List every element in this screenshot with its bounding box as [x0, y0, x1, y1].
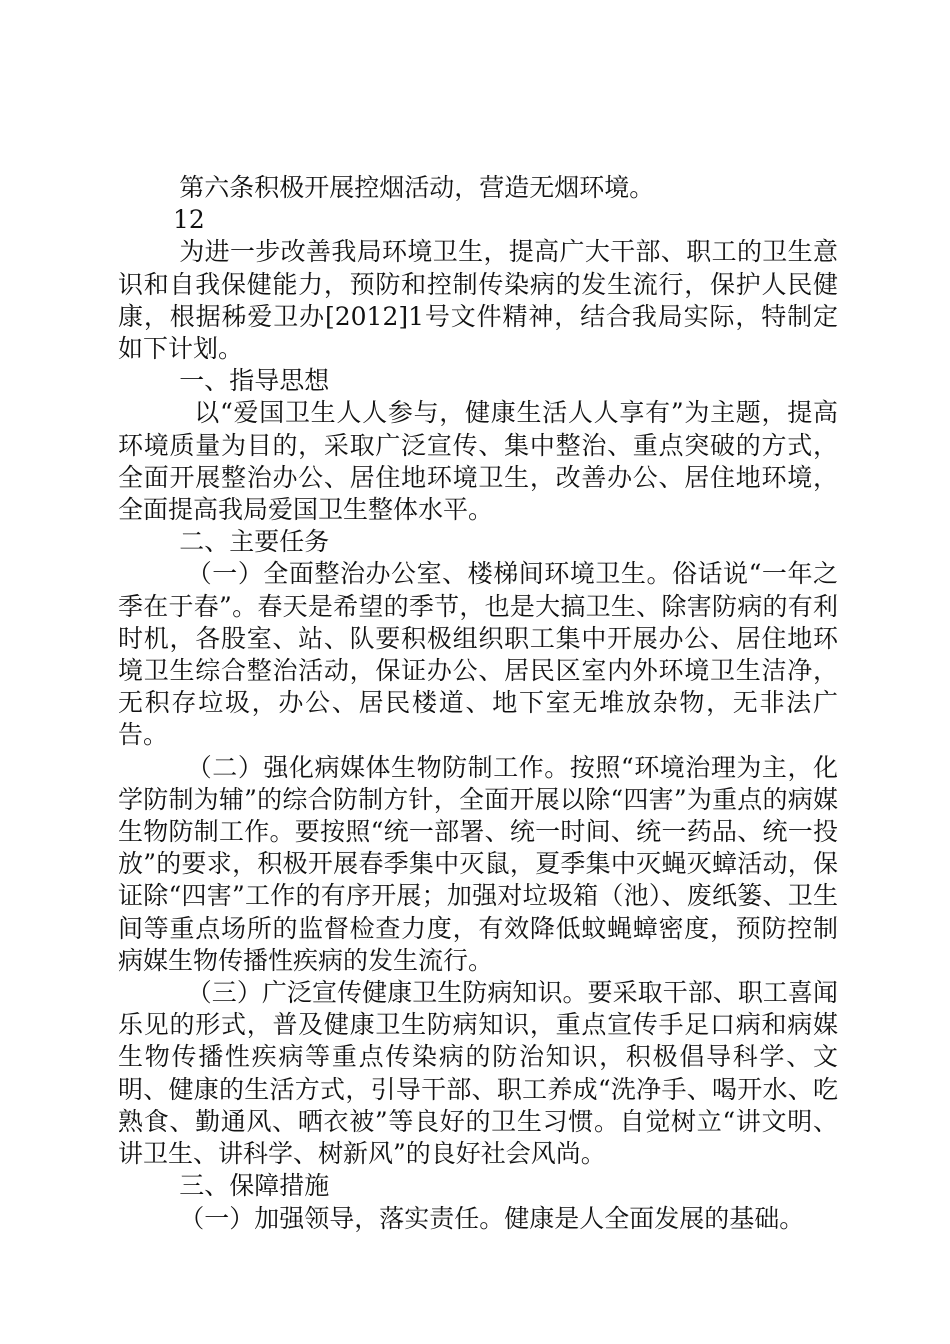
paragraph-guiding-thought: 以“爱国卫生人人参与，健康生活人人享有”为主题，提高环境质量为目的，采取广泛宣传、集中整治、重点突破的方式，全面开展整治办公、居住地环境卫生，改善办公、居住地环境，全面提高我局爱国卫生整体水平。: [118, 398, 838, 525]
paragraph-article-six: 第六条积极开展控烟活动，营造无烟环境。: [179, 173, 655, 202]
heading-main-tasks: 二、主要任务: [179, 527, 330, 557]
paragraph-intro: 为进一步改善我局环境卫生，提高广大干部、职工的卫生意识和自我保健能力，预防和控制传染病的发生流行，保护人民健康，根据秭爱卫办[2012]1号文件精神，结合我局实际，特制定如下计划。: [118, 237, 838, 364]
heading-guiding-thought: 一、指导思想: [179, 366, 330, 396]
paragraph-task-three: （三）广泛宣传健康卫生防病知识。要采取干部、职工喜闻乐见的形式，普及健康卫生防病知识，重点宣传手足口病和病媒生物传播性疾病等重点传染病的防治知识，积极倡导科学、文明、健康的生活方式，引导干部、职工养成“洗净手、喝开水、吃熟食、勤通风、晒衣被”等良好的卫生习惯。自觉树立“讲文明、讲卫生、讲科学、树新风”的良好社会风尚。: [118, 978, 838, 1169]
heading-safeguard-measures: 三、保障措施: [179, 1171, 330, 1201]
paragraph-task-one: （一）全面整治办公室、楼梯间环境卫生。俗话说“一年之季在于春”。春天是希望的季节，也是大搞卫生、除害防病的有利时机，各股室、站、队要积极组织职工集中开展办公、居住地环境卫生综合整治活动，保证办公、居民区室内外环境卫生洁净，无积存垃圾，办公、居民楼道、地下室无堆放杂物，无非法广告。: [118, 559, 838, 750]
paragraph-measure-one: （一）加强领导，落实责任。健康是人全面发展的基础。: [179, 1203, 805, 1233]
paragraph-task-two: （二）强化病媒体生物防制工作。按照“环境治理为主，化学防制为辅”的综合防制方针，全面开展以除“四害”为重点的病媒生物防制工作。要按照“统一部署、统一时间、统一药品、统一投放”的要求，积极开展春季集中灭鼠，夏季集中灭蝇灭蟑活动，保证除“四害”工作的有序开展；加强对垃圾箱（池）、废纸篓、卫生间等重点场所的监督检查力度，有效降低蚊蝇蟑密度，预防控制病媒生物传播性疾病的发生流行。: [118, 752, 838, 975]
document-body: [118, 172, 838, 1235]
paragraph-number: 12: [173, 205, 205, 235]
